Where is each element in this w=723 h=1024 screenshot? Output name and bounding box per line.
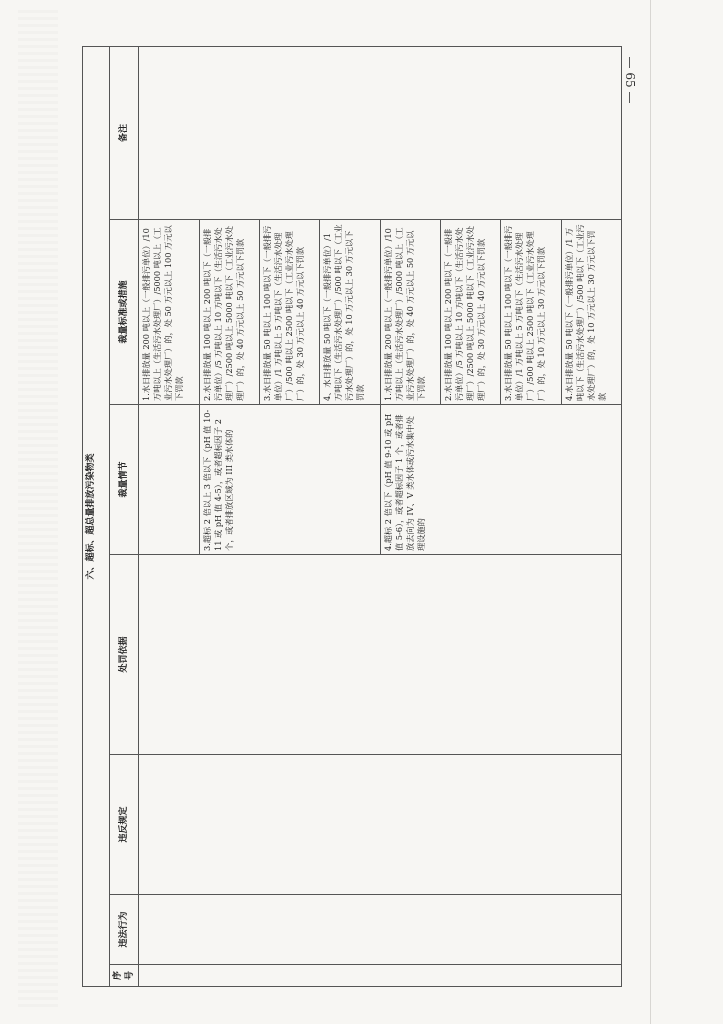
header-basis: 处罚依据: [110, 555, 139, 755]
header-rule: 违反规定: [110, 755, 139, 895]
plot-cell: 3.超标 2 倍以上 3 倍以下（pH 值 10-11 或 pH 值 4-5），或者超标因子 2 个，或者排放区域为 III 类水体的: [199, 405, 380, 555]
standard-cell: 4、水日排放量 50 吨以下（一般排污单位）/1 万吨以下（生活污水处理厂）/500 吨以下（工业污水处理厂）的，处 10 万元以上 30 万元以下罚款: [320, 220, 380, 405]
note-cell: [139, 46, 622, 219]
standard-cell: 2.水日排放量 100 吨以上 200 吨以下（一般排污单位）/5 万吨以上 10 万吨以下（生活污水处理厂）/2500 吨以上 5000 吨以下（工业污水处理厂）的，处 40 万元以上 50 万元以下罚款: [199, 220, 259, 405]
scan-edge-texture: [18, 10, 58, 1010]
header-act: 违法行为: [110, 895, 139, 965]
seq-cell: [139, 965, 622, 987]
header-row: [110, 46, 139, 986]
rotated-table-frame: [82, 47, 622, 987]
standard-cell: 1.水日排放量 200 吨以上（一般排污单位）/10万吨以上（生活污水处理厂）/5000 吨以上（工业污水处理厂）的，处 50 万元以上 100 万元以下罚款: [139, 220, 199, 405]
penalty-table: [82, 46, 622, 987]
rule-cell: [139, 755, 622, 895]
header-note: 备注: [110, 46, 139, 219]
standard-cell: 1.水日排放量 200 吨以上（一般排污单位）/10 万吨以上（生活污水处理厂）/5000 吨以上（工业污水处理厂）的，处 40 万元以上 50 万元以下罚款: [380, 220, 440, 405]
standard-cell: 3.水日排放量 50 吨以上 100 吨以下（一般排污单位）/1 万吨以上 5 万吨以下（生活污水处理厂）/500 吨以上 2500 吨以下（工业污水处理厂）的，处 30 万元以上 40 万元以下罚款: [259, 220, 319, 405]
standard-cell: 2.水日排放量 100 吨以上 200 吨以下（一般排污单位）/5 万吨以上 10 万吨以下（生活污水处理厂）/2500 吨以上 5000 吨以下（工业污水处理厂）的，处 30 万元以上 40 万元以下罚款: [440, 220, 500, 405]
header-plot: 裁量情节: [110, 405, 139, 555]
standard-cell: 4.水日排放量 50 吨以下（一般排污单位）/1 万吨以下（生活污水处理厂）/500 吨以下（工业污水处理厂）的，处 10 万元以上 30 万元以下罚款: [561, 220, 621, 405]
header-seq: 序号: [110, 965, 139, 987]
basis-cell: [139, 555, 622, 755]
page-number: — 65 —: [623, 56, 637, 104]
header-standard: 裁量标准或措施: [110, 220, 139, 405]
page-divider: [650, 0, 651, 1024]
section-title: 六、超标、超总量排放污染物类: [83, 46, 110, 986]
standard-cell: 3.水日排放量 50 吨以上 100 吨以下（一般排污单位）/1 万吨以上 5 万吨以下（生活污水处理厂）/500 吨以上 2500 吨以下（工业污水处理厂）的，处 10 万元以上 30 万元以下罚款: [501, 220, 561, 405]
plot-cell: [139, 405, 199, 555]
plot-cell: 4.超标 2 倍以下（pH 值 9-10 或 pH 值 5-6），或者超标因子 1 个，或者排放去向为 IV、V 类水体或污水集中处理设施的: [380, 405, 621, 555]
table-row: [139, 46, 199, 986]
act-cell: [139, 895, 622, 965]
